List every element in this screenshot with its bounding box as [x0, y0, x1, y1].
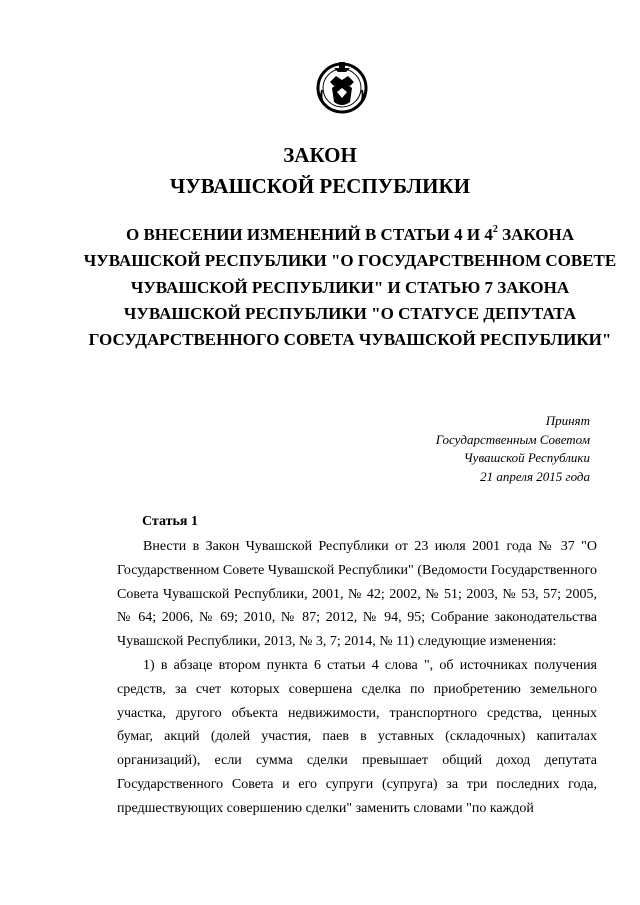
adoption-note-line: Чувашской Республики [463, 450, 590, 466]
article-paragraph: 1) в абзаце втором пункта 6 статьи 4 слова ", об источниках получения средств, за счет которых совершена сделка по приобретению земельного участка, другого объекта недвижимости, транспортного средства, ценных бумаг, акций (долей участия, паев в уставных (складочных) капиталах организаций), если сумма сделки превышает общий доход депутата Государственного Совета и его супруги (супруга) за три последних года, предшествующих совершению сделки" заменить словами "по каждой [117, 657, 597, 816]
law-title: ЗАКОН [283, 143, 357, 167]
article-1-body [117, 535, 597, 821]
law-title-republic: ЧУВАШСКОЙ РЕСПУБЛИКИ [169, 174, 471, 198]
subtitle-part1: О ВНЕСЕНИИ ИЗМЕНЕНИЙ В СТАТЬИ 4 И 4 [125, 225, 493, 244]
adoption-note-line: Государственным Советом [435, 431, 590, 447]
chuvash-coat-of-arms-icon [316, 58, 368, 116]
adoption-date: 21 апреля 2015 года [480, 469, 590, 485]
subtitle-part2: ЗАКОНА ЧУВАШСКОЙ РЕСПУБЛИКИ "О ГОСУДАРСТВЕННОМ СОВЕТЕ ЧУВАШСКОЙ РЕСПУБЛИКИ" И СТАТЬЮ 7 ЗАКОНА ЧУВАШСКОЙ РЕСПУБЛИКИ "О СТАТУСЕ ДЕПУТАТА ГОСУДАРСТВЕННОГО СОВЕТА ЧУВАШСКОЙ РЕСПУБЛИКИ" [83, 225, 617, 350]
law-subtitle [80, 222, 620, 353]
adoption-note-line: Принят [545, 413, 590, 428]
subtitle-superscript: 2 [492, 224, 498, 236]
article-paragraph: Внести в Закон Чувашской Республики от 23 июля 2001 года № 37 "О Государственном Совете Чувашской Республики" (Ведомости Государственного Совета Чувашской Республики, 2001, № 42; 2002, № 51; 2003, № 53, 57; 2005, № 64; 2006, № 69; 2010, № 87; 2012, № 94, 95; Собрание законодательства Чувашской Республики, 2013, № 3, 7; 2014, № 11) следующие изменения: [117, 539, 597, 650]
adoption-note [330, 412, 590, 487]
article-1-title: Статья 1 [142, 514, 198, 529]
